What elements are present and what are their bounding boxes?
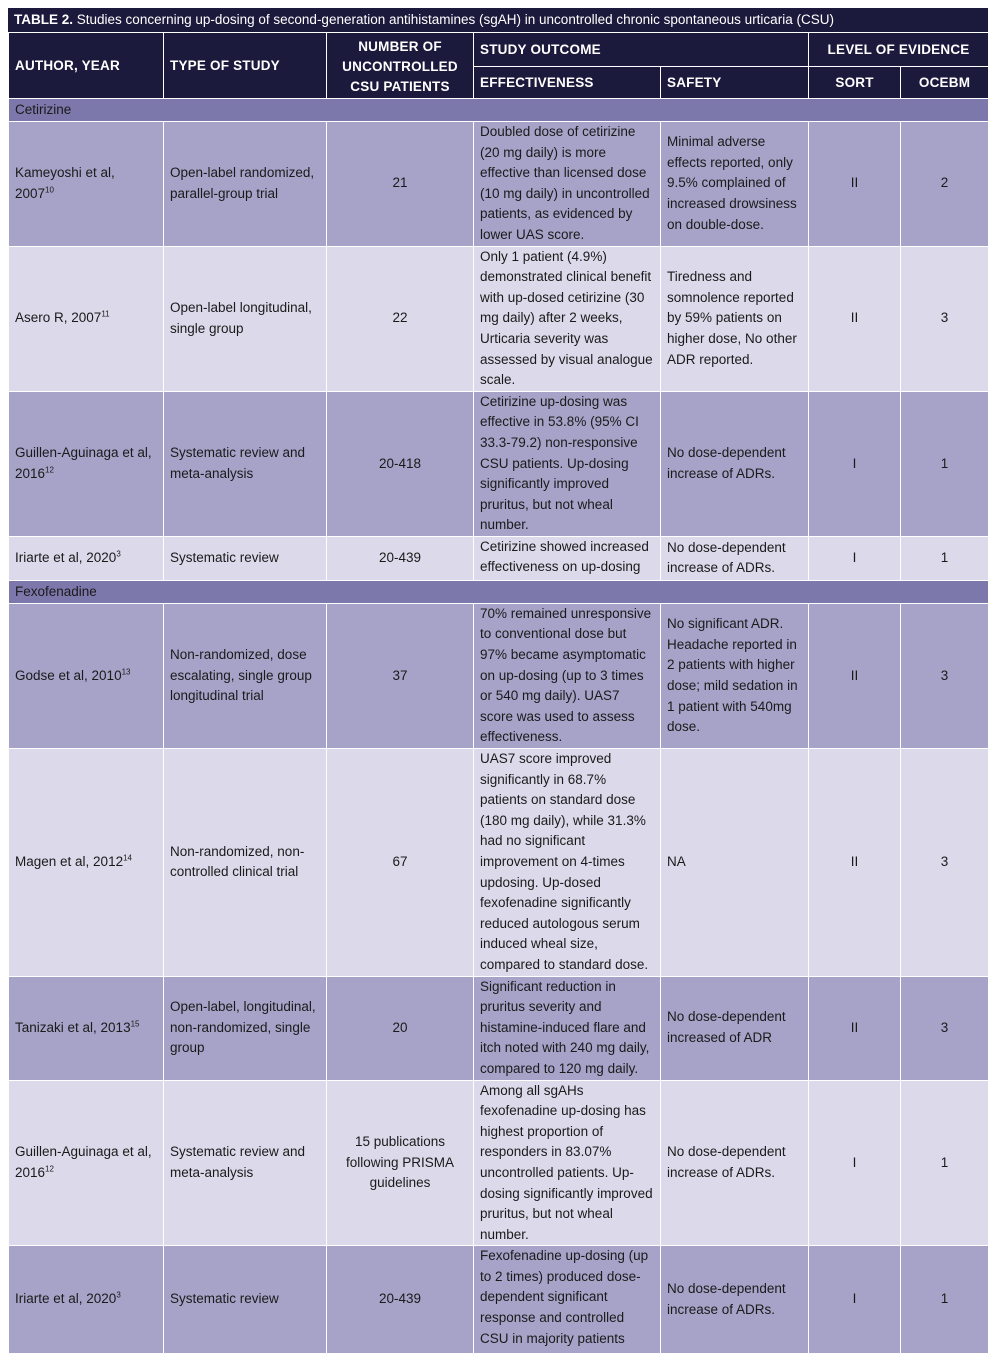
cell-sort: II [809, 976, 901, 1080]
studies-table [8, 32, 989, 1354]
cell-ocebm: 3 [901, 603, 989, 748]
header-type: TYPE OF STUDY [164, 33, 327, 99]
reference-number: 3 [116, 549, 121, 559]
cell-type: Non-randomized, non-controlled clinical trial [164, 749, 327, 977]
reference-number: 3 [116, 1290, 121, 1300]
cell-type: Systematic review [164, 536, 327, 580]
author-text: Kameyoshi et al, 2007 [15, 165, 115, 201]
reference-number: 10 [45, 185, 54, 195]
cell-effectiveness: Cetirizine showed increased effectiveness on up-dosing [474, 536, 661, 580]
cell-number: 15 publications following PRISMA guidelines [327, 1080, 474, 1246]
cell-number: 20-439 [327, 536, 474, 580]
cell-sort: I [809, 1080, 901, 1246]
table-row [9, 246, 989, 391]
caption-text: Studies concerning up-dosing of second-generation antihistamines (sgAH) in uncontrolled chronic spontaneous urticaria (CSU) [76, 12, 834, 27]
group-name: Cetirizine [9, 99, 989, 122]
cell-number: 37 [327, 603, 474, 748]
cell-safety: No dose-dependent increase of ADRs. [661, 1080, 809, 1246]
reference-number: 11 [101, 309, 110, 319]
cell-number: 20-418 [327, 391, 474, 536]
cell-safety: No dose-dependent increase of ADRs. [661, 536, 809, 580]
reference-number: 15 [130, 1019, 140, 1029]
reference-number: 14 [123, 853, 132, 863]
cell-safety: No dose-dependent increased of ADR [661, 976, 809, 1080]
cell-author [9, 1080, 164, 1246]
table-row [9, 122, 989, 247]
table-row [9, 1246, 989, 1354]
cell-effectiveness: Only 1 patient (4.9%) demonstrated clinical benefit with up-dosed cetirizine (30 mg daily) after 2 weeks, Urticaria severity was assessed by visual analogue scale. [474, 246, 661, 391]
table-row [9, 1080, 989, 1246]
cell-author [9, 122, 164, 247]
author-text: Asero R, 2007 [15, 310, 102, 326]
table-body [9, 99, 989, 1354]
table-row [9, 976, 989, 1080]
header-sort: SORT [809, 67, 901, 99]
cell-type: Open-label randomized, parallel-group trial [164, 122, 327, 247]
group-name: Fexofenadine [9, 580, 989, 603]
table-caption [8, 8, 988, 32]
cell-author [9, 976, 164, 1080]
cell-effectiveness: Significant reduction in pruritus severity and histamine-induced flare and itch noted with 240 mg daily, compared to 120 mg daily. [474, 976, 661, 1080]
cell-safety: No dose-dependent increase of ADRs. [661, 391, 809, 536]
cell-effectiveness: Fexofenadine up-dosing (up to 2 times) produced dose-dependent significant response and controlled CSU in majority patients [474, 1246, 661, 1354]
cell-safety: No dose-dependent increase of ADRs. [661, 1246, 809, 1354]
author-text: Guillen-Aguinaga et al, 2016 [15, 1144, 152, 1180]
cell-sort: I [809, 1246, 901, 1354]
author-text: Godse et al, 2010 [15, 667, 122, 683]
cell-ocebm: 2 [901, 122, 989, 247]
cell-sort: I [809, 536, 901, 580]
cell-sort: II [809, 749, 901, 977]
table-row [9, 749, 989, 977]
cell-ocebm: 1 [901, 536, 989, 580]
header-outcome: STUDY OUTCOME [474, 33, 809, 67]
cell-number: 67 [327, 749, 474, 977]
cell-number: 21 [327, 122, 474, 247]
cell-effectiveness: UAS7 score improved significantly in 68.7% patients on standard dose (180 mg daily), while 31.3% had no significant improvement on 4-times updosing. Up-dosed fexofenadine significantly reduced autologous serum induced wheal size, compared to standard dose. [474, 749, 661, 977]
cell-author [9, 1246, 164, 1354]
cell-number: 20 [327, 976, 474, 1080]
cell-author [9, 391, 164, 536]
caption-label: TABLE 2. [14, 12, 74, 27]
cell-effectiveness: Cetirizine up-dosing was effective in 53.8% (95% CI 33.3-79.2) non-responsive CSU patients. Up-dosing significantly improved pruritus, but not wheal number. [474, 391, 661, 536]
reference-number: 13 [121, 667, 131, 677]
author-text: Iriarte et al, 2020 [15, 550, 117, 566]
cell-sort: II [809, 603, 901, 748]
cell-number: 22 [327, 246, 474, 391]
cell-safety: Minimal adverse effects reported, only 9.5% complained of increased drowsiness on double-dose. [661, 122, 809, 247]
cell-author [9, 603, 164, 748]
cell-sort: II [809, 246, 901, 391]
cell-number: 20-439 [327, 1246, 474, 1354]
cell-ocebm: 3 [901, 749, 989, 977]
header-author: AUTHOR, YEAR [9, 33, 164, 99]
header-effectiveness: EFFECTIVENESS [474, 67, 661, 99]
cell-safety: Tiredness and somnolence reported by 59% patients on higher dose, No other ADR reported. [661, 246, 809, 391]
cell-type: Systematic review [164, 1246, 327, 1354]
cell-ocebm: 3 [901, 246, 989, 391]
header-safety: SAFETY [661, 67, 809, 99]
group-header-row [9, 99, 989, 122]
cell-author [9, 536, 164, 580]
header-ocebm: OCEBM [901, 67, 989, 99]
cell-ocebm: 1 [901, 1080, 989, 1246]
table-row [9, 391, 989, 536]
cell-type: Open-label, longitudinal, non-randomized, single group [164, 976, 327, 1080]
cell-ocebm: 1 [901, 1246, 989, 1354]
reference-number: 12 [45, 1164, 54, 1174]
cell-type: Open-label longitudinal, single group [164, 246, 327, 391]
table-row [9, 603, 989, 748]
table-figure [8, 8, 988, 1354]
cell-sort: I [809, 391, 901, 536]
author-text: Tanizaki et al, 2013 [15, 1019, 131, 1035]
group-header-row [9, 580, 989, 603]
cell-effectiveness: Doubled dose of cetirizine (20 mg daily) is more effective than licensed dose (10 mg daily) in uncontrolled patients, as evidenced by lower UAS score. [474, 122, 661, 247]
author-text: Magen et al, 2012 [15, 854, 124, 869]
cell-ocebm: 1 [901, 391, 989, 536]
cell-author [9, 246, 164, 391]
cell-ocebm: 3 [901, 976, 989, 1080]
cell-type: Non-randomized, dose escalating, single group longitudinal trial [164, 603, 327, 748]
reference-number: 12 [45, 465, 54, 475]
cell-safety: No significant ADR. Headache reported in 2 patients with higher dose; mild sedation in 1 patient with 540mg dose. [661, 603, 809, 748]
cell-author [9, 749, 164, 977]
author-text: Guillen-Aguinaga et al, 2016 [15, 445, 152, 481]
cell-type: Systematic review and meta-analysis [164, 1080, 327, 1246]
table-row [9, 536, 989, 580]
header-number: NUMBER OF UNCONTROLLED CSU PATIENTS [327, 33, 474, 99]
cell-type: Systematic review and meta-analysis [164, 391, 327, 536]
cell-effectiveness: Among all sgAHs fexofenadine up-dosing has highest proportion of responders in 83.07% uncontrolled patients. Up-dosing significantly improved pruritus, but not wheal number. [474, 1080, 661, 1246]
header-evidence: LEVEL OF EVIDENCE [809, 33, 989, 67]
cell-sort: II [809, 122, 901, 247]
cell-effectiveness: 70% remained unresponsive to conventional dose but 97% became asymptomatic on up-dosing (up to 3 times or 540 mg daily). UAS7 score was used to assess effectiveness. [474, 603, 661, 748]
cell-safety: NA [661, 749, 809, 977]
author-text: Iriarte et al, 2020 [15, 1291, 117, 1307]
